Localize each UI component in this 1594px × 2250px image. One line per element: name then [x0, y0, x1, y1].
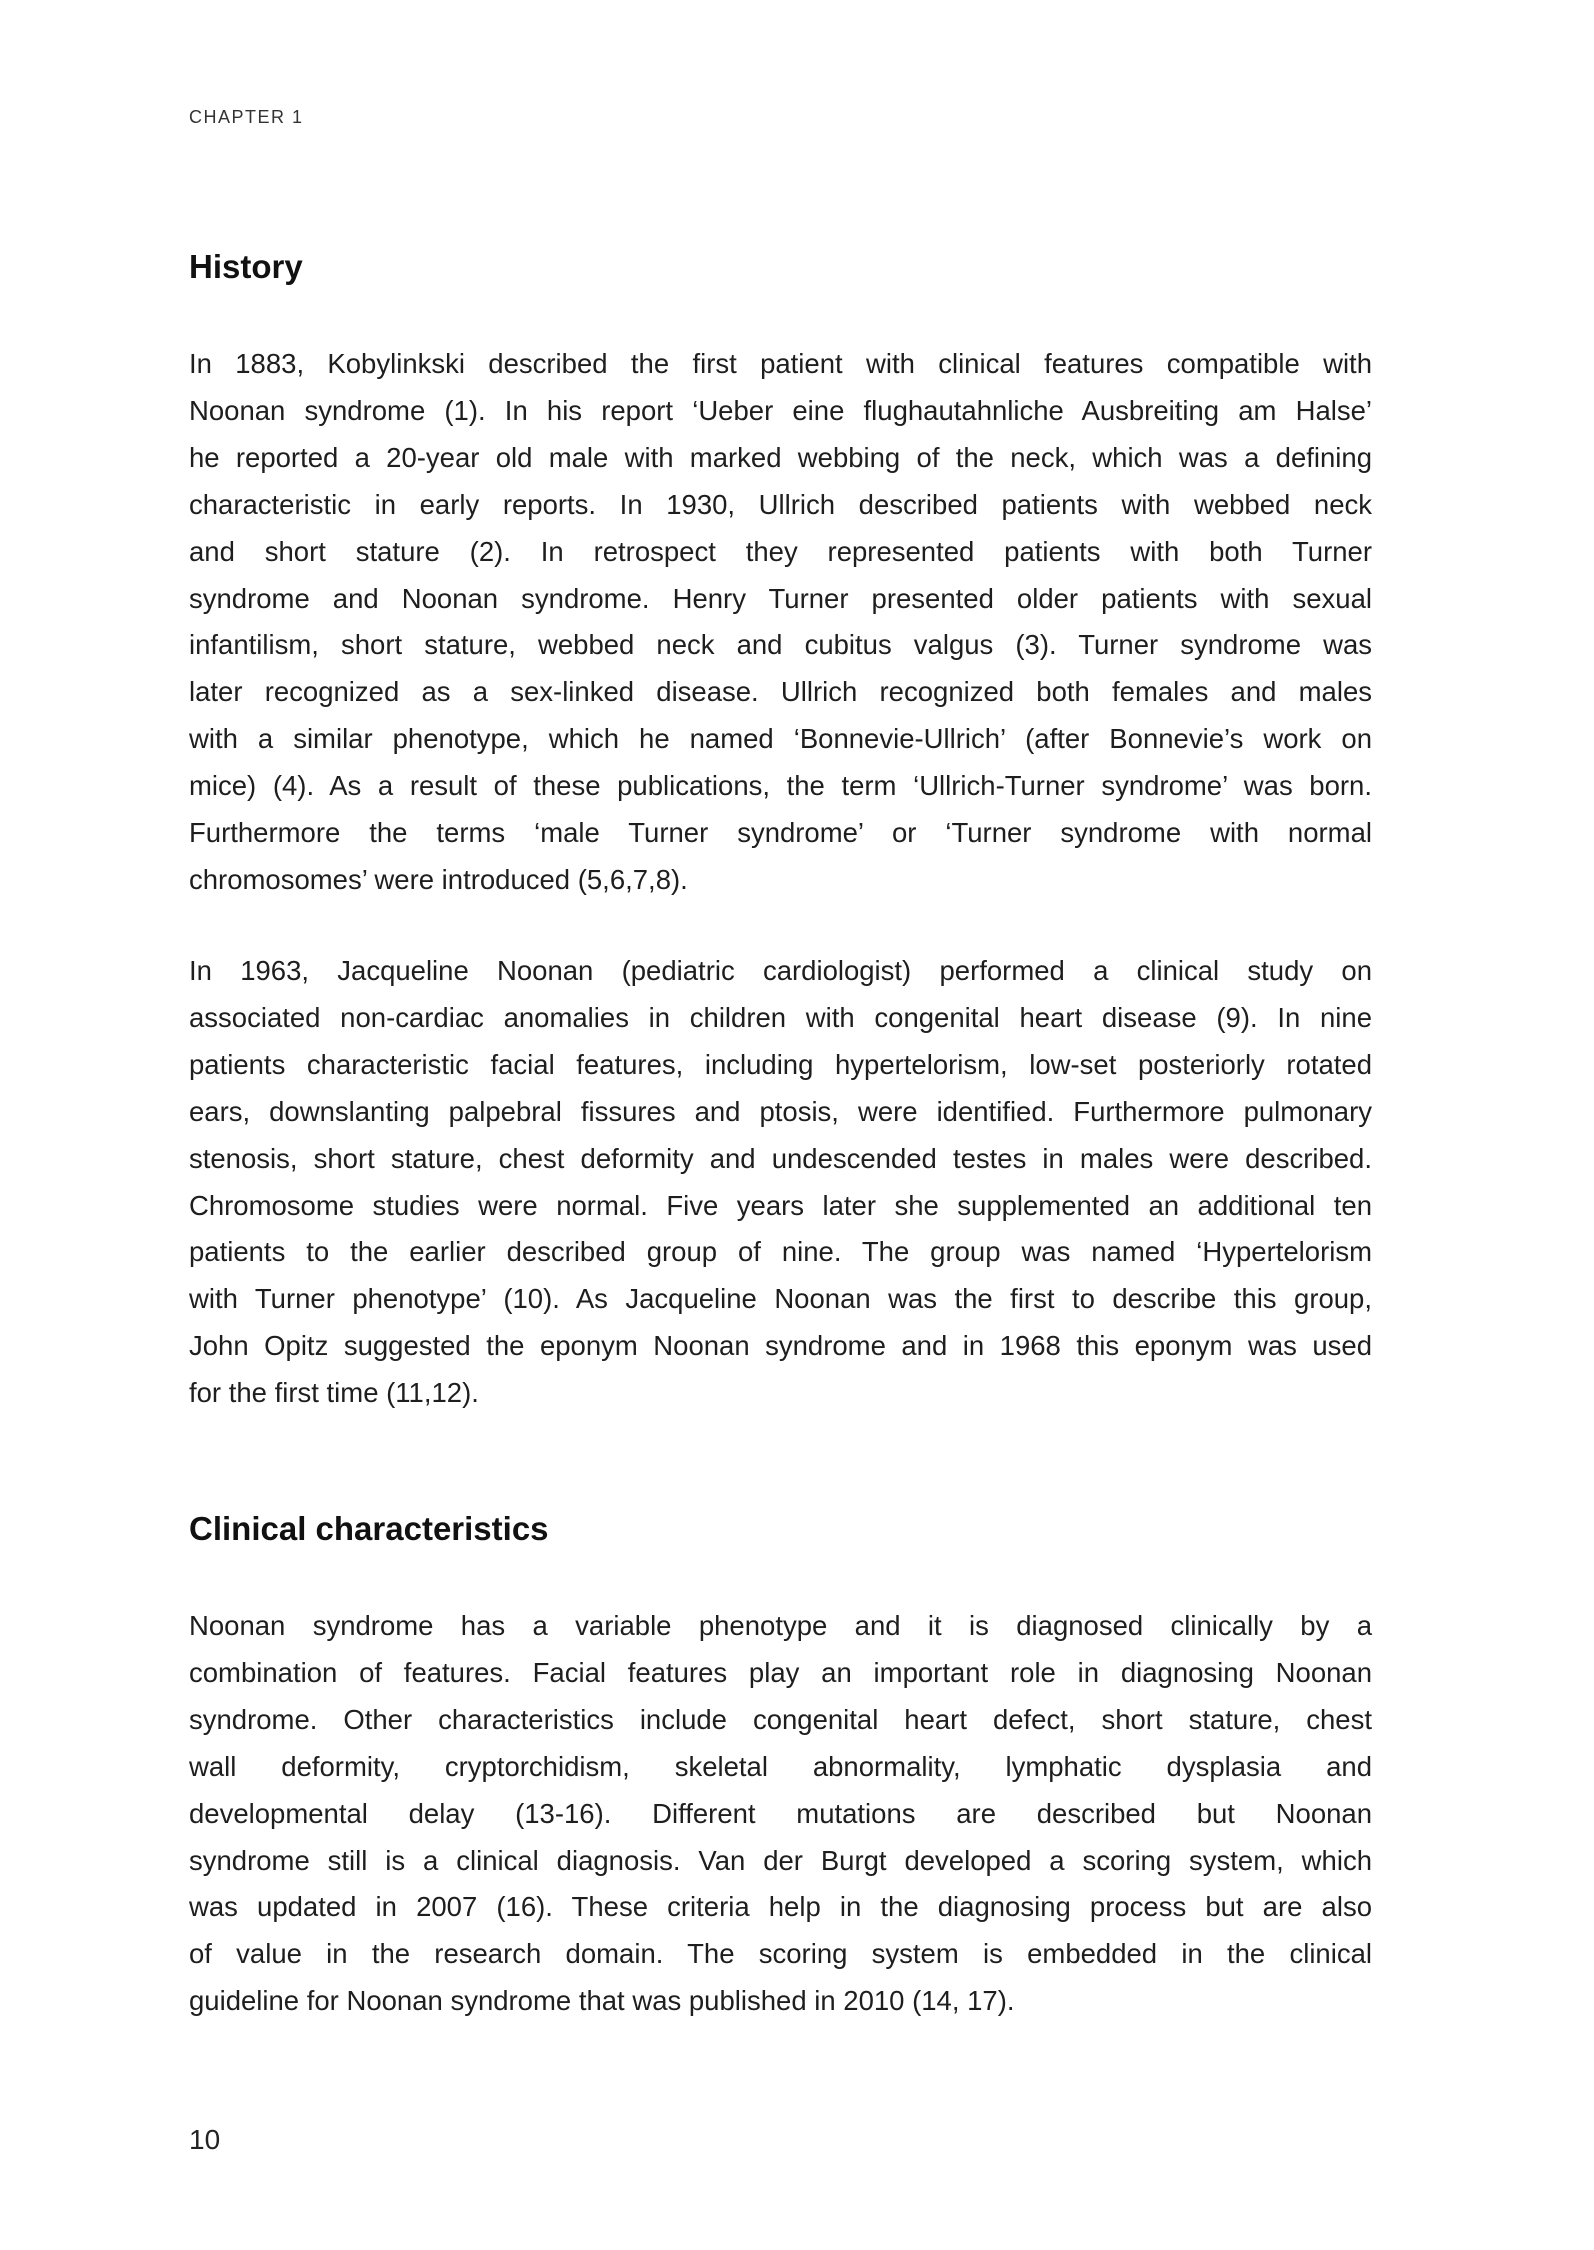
text-line: syndrome still is a clinical diagnosis. Van der Burgt developed a scoring system, which [189, 1844, 1372, 1876]
text-line: of value in the research domain. The scoring system is embedded in the clinical [189, 1938, 1372, 1970]
text-line: later recognized as a sex-linked disease. Ullrich recognized both females and males [189, 676, 1372, 708]
text-line: associated non-cardiac anomalies in children with congenital heart disease (9). In nine [189, 1001, 1372, 1033]
text-line: infantilism, short stature, webbed neck and cubitus valgus (3). Turner syndrome was [189, 629, 1372, 661]
paragraph-clinical-1 [189, 1603, 1372, 2025]
text-line: developmental delay (13-16). Different mutations are described but Noonan [189, 1797, 1372, 1829]
text-line: ears, downslanting palpebral fissures and ptosis, were identified. Furthermore pulmonary [189, 1095, 1372, 1127]
text-line: he reported a 20-year old male with marked webbing of the neck, which was a defining [189, 441, 1372, 473]
text-line: patients to the earlier described group of nine. The group was named ‘Hypertelorism [189, 1236, 1372, 1268]
text-line: for the first time (11,12). [189, 1377, 479, 1409]
text-line: In 1883, Kobylinkski described the first patient with clinical features compatible with [189, 348, 1372, 379]
text-line: Noonan syndrome (1). In his report ‘Ueber eine flughautahnliche Ausbreiting am Halse’ [189, 394, 1372, 426]
text-line: characteristic in early reports. In 1930, Ullrich described patients with webbed neck [189, 488, 1372, 520]
page-number: 10 [189, 2124, 221, 2155]
paragraph-history-2 [189, 948, 1372, 1417]
text-line: Chromosome studies were normal. Five years later she supplemented an additional ten [189, 1189, 1372, 1221]
text-line: patients characteristic facial features, including hypertelorism, low-set posteriorly rotated [189, 1048, 1372, 1080]
text-line: combination of features. Facial features play an important role in diagnosing Noonan [189, 1656, 1372, 1688]
text-line: was updated in 2007 (16). These criteria help in the diagnosing process but are also [189, 1891, 1372, 1923]
paragraph-history-1 [189, 341, 1372, 904]
text-line: syndrome and Noonan syndrome. Henry Turner presented older patients with sexual [189, 582, 1372, 614]
text-line: with Turner phenotype’ (10). As Jacqueline Noonan was the first to describe this group, [189, 1283, 1372, 1315]
text-line: with a similar phenotype, which he named ‘Bonnevie-Ullrich’ (after Bonnevie’s work on [189, 723, 1372, 755]
chapter-header: CHAPTER 1 [189, 107, 304, 127]
text-line: Noonan syndrome has a variable phenotype and it is diagnosed clinically by a [189, 1610, 1372, 1641]
text-line: Furthermore the terms ‘male Turner syndrome’ or ‘Turner syndrome with normal [189, 817, 1372, 849]
section-heading-clinical-characteristics: Clinical characteristics [189, 1510, 549, 1547]
text-line: In 1963, Jacqueline Noonan (pediatric cardiologist) performed a clinical study on [189, 955, 1372, 986]
text-line: guideline for Noonan syndrome that was published in 2010 (14, 17). [189, 1985, 1015, 2017]
text-line: stenosis, short stature, chest deformity and undescended testes in males were described. [189, 1142, 1372, 1174]
text-line: mice) (4). As a result of these publications, the term ‘Ullrich-Turner syndrome’ was born. [189, 770, 1372, 802]
text-line: chromosomes’ were introduced (5,6,7,8). [189, 863, 688, 895]
section-heading-history: History [189, 248, 303, 285]
text-line: John Opitz suggested the eponym Noonan syndrome and in 1968 this eponym was used [189, 1330, 1372, 1362]
text-line: wall deformity, cryptorchidism, skeletal abnormality, lymphatic dysplasia and [189, 1750, 1372, 1782]
text-line: and short stature (2). In retrospect they represented patients with both Turner [189, 535, 1372, 567]
text-line: syndrome. Other characteristics include congenital heart defect, short stature, chest [189, 1703, 1372, 1735]
